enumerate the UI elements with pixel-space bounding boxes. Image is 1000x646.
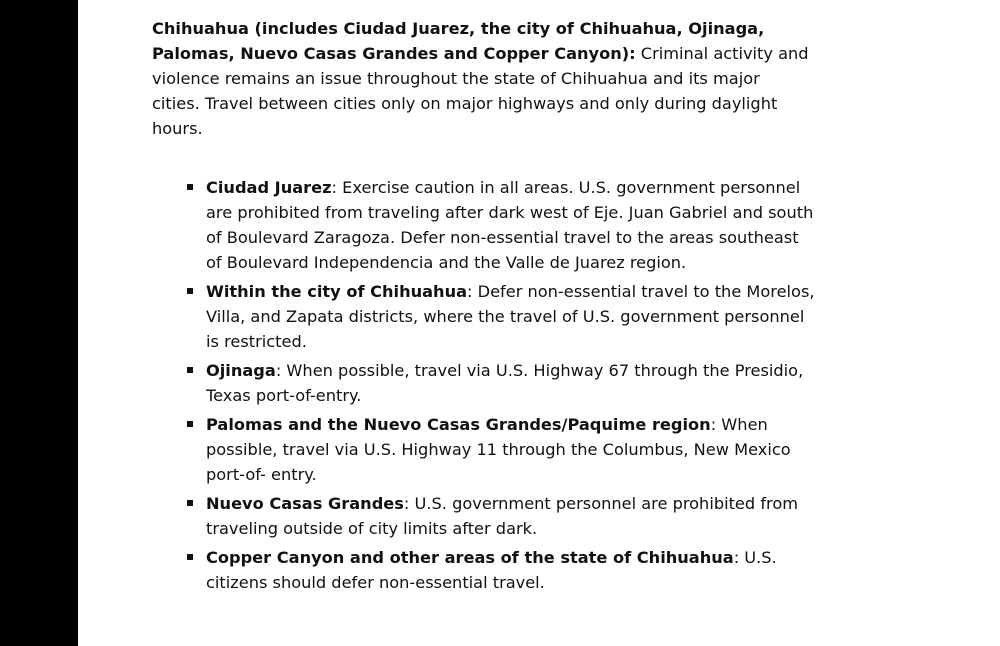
item-text: : When possible, travel via U.S. Highway 11 through the Columbus, New Mexico port-of- entry. [206, 415, 791, 484]
item-text: : Exercise caution in all areas. U.S. government personnel are prohibited from traveling after dark west of Eje. Juan Gabriel and south of Boulevard Zaragoza. Defer non-essential travel to the areas southeast of Boulevard Independencia and the Valle de Juarez region. [206, 178, 814, 272]
item-title: Within the city of Chihuahua [206, 282, 468, 301]
intro-text: Criminal activity and violence remains an issue throughout the state of Chihuahua and its major cities. Travel between cities only on major highways and only during daylight hours. [152, 44, 809, 138]
item-title: Copper Canyon and other areas of the state of Chihuahua [206, 548, 734, 567]
list-item [206, 358, 816, 408]
list-item [206, 491, 816, 541]
left-black-bar [0, 0, 78, 646]
item-text: : When possible, travel via U.S. Highway 67 through the Presidio, Texas port-of-entry. [206, 361, 804, 405]
item-title: Nuevo Casas Grandes [206, 494, 404, 513]
item-title: Ciudad Juarez [206, 178, 332, 197]
list-item [206, 545, 816, 595]
bullet-list [206, 175, 816, 599]
list-item [206, 175, 816, 275]
item-text: : U.S. government personnel are prohibited from traveling outside of city limits after dark. [206, 494, 798, 538]
item-text: : Defer non-essential travel to the Morelos, Villa, and Zapata districts, where the travel of U.S. government personnel is restricted. [206, 282, 815, 351]
intro-title: Chihuahua (includes Ciudad Juarez, the city of Chihuahua, Ojinaga, Palomas, Nuevo Casas Grandes and Copper Canyon): [152, 19, 765, 63]
list-item [206, 412, 816, 487]
item-text: : U.S. citizens should defer non-essential travel. [206, 548, 777, 592]
advisory-content [152, 16, 815, 592]
intro-paragraph [152, 16, 812, 141]
list-item [206, 279, 816, 354]
item-title: Ojinaga [206, 361, 276, 380]
item-title: Palomas and the Nuevo Casas Grandes/Paquime region [206, 415, 711, 434]
